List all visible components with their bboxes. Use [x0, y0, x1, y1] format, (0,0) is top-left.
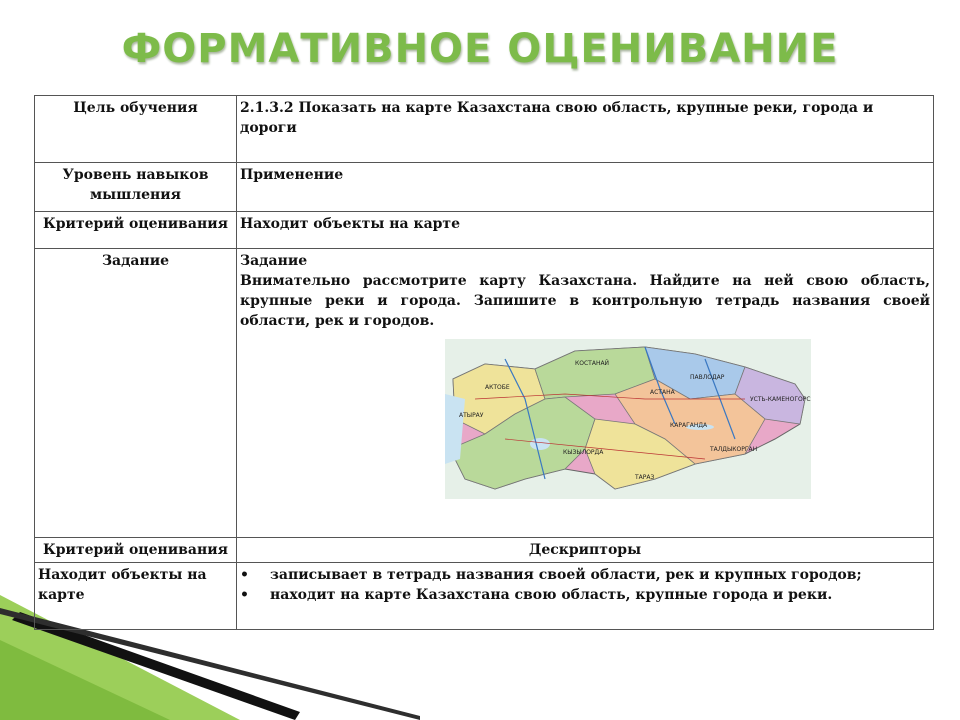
task-label: Задание [35, 249, 237, 538]
learning-goal-value: 2.1.3.2 Показать на карте Казахстана свою область, крупные реки, города и дороги [237, 96, 934, 163]
task-cell [237, 249, 934, 538]
map-city-label: АКТОБЕ [485, 384, 510, 391]
table-row [35, 563, 934, 630]
criterion-cell: Находит объекты на карте [35, 563, 237, 630]
descriptors-cell [237, 563, 934, 630]
thinking-level-value: Применение [237, 163, 934, 212]
map-city-label: КЫЗЫЛОРДА [563, 449, 604, 456]
task-title: Задание [240, 253, 308, 269]
map-city-label: ПАВЛОДАР [690, 374, 725, 381]
descriptor-list [240, 565, 930, 605]
map-city-label: ТАРАЗ [635, 474, 655, 481]
page-title: ФОРМАТИВНОЕ ОЦЕНИВАНИЕ [121, 26, 839, 72]
map-city-label: КАРАГАНДА [670, 422, 708, 429]
map-city-label: ТАЛДЫКОРГАН [710, 446, 758, 453]
map-city-label: КОСТАНАЙ [575, 360, 610, 367]
criterion-label: Критерий оценивания [35, 212, 237, 249]
table-row [35, 249, 934, 538]
table-row [35, 163, 934, 212]
list-item: • находит на карте Казахстана свою область, крупные города и реки. [240, 585, 930, 605]
map-city-label: УСТЬ-КАМЕНОГОРСК [750, 396, 811, 403]
table-row [35, 212, 934, 249]
criterion-value: Находит объекты на карте [237, 212, 934, 249]
map-city-label: АСТАНА [650, 389, 675, 396]
task-text: Внимательно рассмотрите карту Казахстана. Найдите на ней свою область, крупные реки и города. Запишите в контрольную тетрадь названия своей области, рек и городов. [240, 273, 930, 329]
table-row [35, 96, 934, 163]
kazakhstan-map [445, 339, 811, 499]
table-row [35, 538, 934, 563]
descriptors-header: Дескрипторы [237, 538, 934, 563]
assessment-table [34, 95, 934, 630]
criterion-header: Критерий оценивания [35, 538, 237, 563]
learning-goal-label: Цель обучения [35, 96, 237, 163]
list-item: • записывает в тетрадь названия своей области, рек и крупных городов; [240, 565, 930, 585]
map-city-label: АТЫРАУ [459, 412, 484, 419]
thinking-level-label: Уровень навыков мышления [35, 163, 237, 212]
